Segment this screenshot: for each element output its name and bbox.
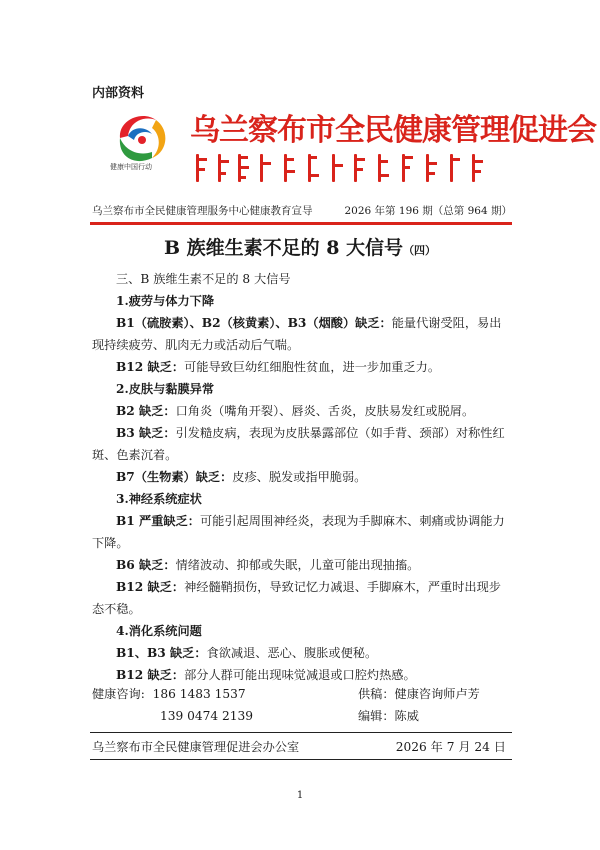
issuer-text: 乌兰察布市全民健康管理服务中心健康教育宣导 — [92, 205, 313, 217]
paragraph-lead: B7（生物素）缺乏： — [116, 470, 233, 484]
footer-line — [92, 738, 506, 755]
hotline-phone-1: 186 1483 1537 — [152, 687, 246, 701]
footer-divider-bottom — [90, 759, 512, 760]
document-title-main: B 族维生素不足的 8 大信号 — [163, 237, 404, 259]
footer-office: 乌兰察布市全民健康管理促进会办公室 — [92, 740, 300, 754]
paragraph — [92, 422, 512, 466]
mongolian-script-title — [192, 150, 492, 186]
paragraph-text: 可能导致巨幼红细胞性贫血，进一步加重乏力。 — [184, 360, 441, 374]
paragraph-lead: B2 缺乏： — [116, 404, 176, 418]
document-title-suffix: （四） — [403, 244, 437, 257]
paragraph — [92, 312, 512, 356]
logo-caption: 健康中国行动 — [110, 163, 152, 171]
paragraph-lead: B1、B3 缺乏： — [116, 646, 207, 660]
paragraph-text: 神经髓鞘损伤，导致记忆力减退、手脚麻木，严重时出现步态不稳。 — [92, 580, 501, 616]
paragraph — [92, 400, 512, 422]
paragraph-lead: B3 缺乏： — [116, 426, 176, 440]
footer-divider-top — [90, 732, 512, 733]
paragraph-lead: B12 缺乏： — [116, 360, 185, 374]
issue-number: 2026 年第 196 期（总第 964 期） — [344, 205, 512, 217]
paragraph-text: 引发糙皮病，表现为皮肤暴露部位（如手背、颈部）对称性红斑、色素沉着。 — [92, 426, 505, 462]
paragraph-text: 部分人群可能出现味觉减退或口腔灼热感。 — [184, 668, 416, 682]
subsection-heading-3: 3.神经系统症状 — [116, 492, 202, 506]
credits-block — [358, 683, 480, 727]
paragraph — [92, 576, 512, 620]
paragraph-text: 食欲减退、恶心、腹胀或便秘。 — [206, 646, 378, 660]
paragraph — [92, 356, 512, 378]
paragraph-text: 口角炎（嘴角开裂）、唇炎、舌炎，皮肤易发红或脱屑。 — [175, 404, 475, 418]
page-number: 1 — [296, 790, 304, 801]
paragraph — [92, 510, 512, 554]
internal-material-label: 内部资料 — [92, 86, 145, 101]
paragraph — [92, 554, 512, 576]
hotline-label: 健康咨询: — [92, 687, 145, 701]
section-heading: 三、B 族维生素不足的 8 大信号 — [116, 272, 291, 286]
paragraph-text: 皮疹、脱发或指甲脆弱。 — [232, 470, 367, 484]
document-title — [0, 233, 600, 260]
paragraph-text: 能量代谢受阻，易出现持续疲劳、肌肉无力或活动后气喘。 — [92, 316, 502, 352]
paragraph-lead: B12 缺乏： — [116, 668, 185, 682]
footer-date: 2026 年 7 月 24 日 — [395, 740, 506, 754]
paragraph-text: 可能引起周围神经炎，表现为手脚麻木、刺痛或协调能力下降。 — [92, 514, 505, 550]
paragraph — [92, 466, 512, 488]
paragraph-lead: B1（硫胺素）、B2（核黄素）、B3（烟酸）缺乏： — [116, 316, 392, 330]
editor-credit: 编辑：陈威 — [358, 709, 419, 723]
author-credit: 供稿：健康咨询师卢芳 — [358, 687, 480, 701]
paragraph-lead: B12 缺乏： — [116, 580, 185, 594]
issue-info-line — [92, 203, 512, 218]
subsection-heading-4: 4.消化系统问题 — [116, 624, 202, 638]
document-body — [92, 268, 512, 686]
organization-logo — [106, 108, 178, 186]
hotline-phone-2: 139 0474 2139 — [160, 709, 254, 723]
subsection-heading-2: 2.皮肤与黏膜异常 — [116, 382, 215, 396]
paragraph-text: 情绪波动、抑郁或失眠，儿童可能出现抽搐。 — [175, 558, 420, 572]
organization-title: 乌兰察布市全民健康管理促进会 — [190, 113, 596, 148]
paragraph — [92, 642, 512, 664]
subsection-heading-1: 1.疲劳与体力下降 — [116, 294, 215, 308]
paragraph-lead: B1 严重缺乏： — [116, 514, 200, 528]
paragraph-lead: B6 缺乏： — [116, 558, 176, 572]
contact-block — [92, 683, 253, 727]
header-divider — [90, 222, 512, 225]
